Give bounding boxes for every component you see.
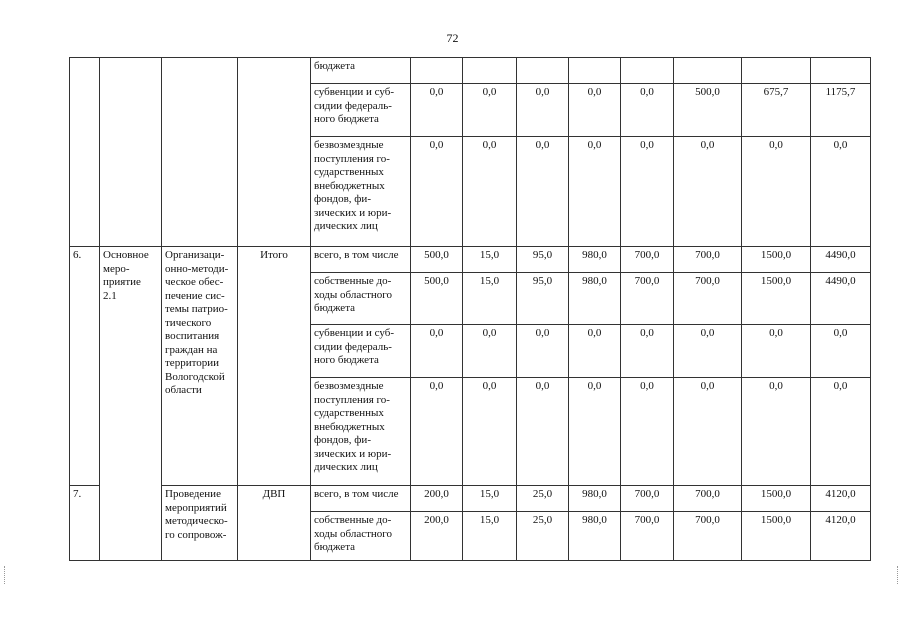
scan-mark — [897, 566, 901, 584]
value-cell: 0,0 — [411, 378, 463, 486]
value-cell: 500,0 — [411, 273, 463, 325]
value-cell — [674, 58, 742, 84]
status-cell: Основное меро- приятие 2.1 — [100, 247, 162, 561]
value-cell: 500,0 — [411, 247, 463, 273]
value-cell: 700,0 — [674, 273, 742, 325]
value-cell — [411, 58, 463, 84]
value-cell — [742, 58, 811, 84]
value-cell: 0,0 — [621, 325, 674, 378]
value-cell: 0,0 — [569, 378, 621, 486]
value-cell: 700,0 — [621, 247, 674, 273]
value-cell: 0,0 — [674, 137, 742, 247]
source-cell: всего, в том числе — [311, 247, 411, 273]
value-cell: 675,7 — [742, 84, 811, 137]
value-cell: 15,0 — [463, 512, 517, 561]
value-cell: 0,0 — [811, 325, 871, 378]
value-cell: 0,0 — [621, 137, 674, 247]
scan-mark — [4, 566, 8, 584]
value-cell: 700,0 — [674, 512, 742, 561]
value-cell — [517, 58, 569, 84]
value-cell: 1500,0 — [742, 273, 811, 325]
value-cell: 0,0 — [621, 84, 674, 137]
value-cell: 95,0 — [517, 273, 569, 325]
value-cell: 0,0 — [569, 84, 621, 137]
value-cell: 500,0 — [674, 84, 742, 137]
value-cell: 700,0 — [621, 512, 674, 561]
value-cell: 15,0 — [463, 247, 517, 273]
value-cell: 0,0 — [411, 84, 463, 137]
value-cell: 0,0 — [517, 137, 569, 247]
value-cell: 700,0 — [621, 486, 674, 512]
value-cell: 0,0 — [742, 137, 811, 247]
value-cell: 0,0 — [569, 325, 621, 378]
value-cell — [463, 58, 517, 84]
value-cell — [621, 58, 674, 84]
source-cell: субвенции и суб- сидии федераль- ного бюджета — [311, 325, 411, 378]
source-cell: бюджета — [311, 58, 411, 84]
table-row — [70, 58, 871, 84]
value-cell: 1500,0 — [742, 486, 811, 512]
table-row — [70, 486, 871, 512]
budget-table — [69, 57, 871, 561]
source-cell: всего, в том числе — [311, 486, 411, 512]
value-cell: 0,0 — [517, 84, 569, 137]
value-cell: 200,0 — [411, 486, 463, 512]
value-cell: 0,0 — [621, 378, 674, 486]
table-row — [70, 247, 871, 273]
value-cell: 15,0 — [463, 486, 517, 512]
value-cell: 4490,0 — [811, 247, 871, 273]
source-cell: собственные до- ходы областного бюджета — [311, 273, 411, 325]
value-cell: 0,0 — [411, 325, 463, 378]
value-cell: 4120,0 — [811, 512, 871, 561]
value-cell: 700,0 — [621, 273, 674, 325]
value-cell: 700,0 — [674, 486, 742, 512]
resp-cell — [238, 58, 311, 247]
value-cell: 0,0 — [517, 378, 569, 486]
status-cell — [100, 58, 162, 247]
page-number: 72 — [446, 31, 459, 45]
num-cell: 7. — [70, 486, 100, 561]
value-cell: 980,0 — [569, 273, 621, 325]
source-cell: собственные до- ходы областного бюджета — [311, 512, 411, 561]
value-cell: 0,0 — [411, 137, 463, 247]
resp-cell: Итого — [238, 247, 311, 486]
value-cell: 700,0 — [674, 247, 742, 273]
value-cell: 25,0 — [517, 486, 569, 512]
value-cell — [811, 58, 871, 84]
value-cell: 980,0 — [569, 512, 621, 561]
value-cell: 1175,7 — [811, 84, 871, 137]
source-cell: безвозмездные поступления го- сударственных внебюджетных фондов, фи- зических и юри- дических лиц — [311, 378, 411, 486]
value-cell: 0,0 — [742, 378, 811, 486]
value-cell: 15,0 — [463, 273, 517, 325]
name-cell — [162, 58, 238, 247]
source-cell: субвенции и суб- сидии федераль- ного бюджета — [311, 84, 411, 137]
value-cell: 0,0 — [811, 137, 871, 247]
value-cell: 0,0 — [463, 378, 517, 486]
value-cell: 0,0 — [463, 84, 517, 137]
value-cell: 1500,0 — [742, 512, 811, 561]
num-cell: 6. — [70, 247, 100, 486]
value-cell — [569, 58, 621, 84]
value-cell: 0,0 — [742, 325, 811, 378]
name-cell: Организаци- онно-методи- ческое обес- печение сис- темы патрио- тического воспитания граждан на территории Вологодской области — [162, 247, 238, 486]
value-cell: 980,0 — [569, 486, 621, 512]
value-cell: 0,0 — [569, 137, 621, 247]
value-cell: 95,0 — [517, 247, 569, 273]
value-cell: 980,0 — [569, 247, 621, 273]
value-cell: 25,0 — [517, 512, 569, 561]
value-cell: 0,0 — [463, 137, 517, 247]
value-cell: 200,0 — [411, 512, 463, 561]
value-cell: 0,0 — [463, 325, 517, 378]
value-cell: 0,0 — [674, 325, 742, 378]
value-cell: 4120,0 — [811, 486, 871, 512]
source-cell: безвозмездные поступления го- сударственных внебюджетных фондов, фи- зических и юри- дических лиц — [311, 137, 411, 247]
value-cell: 0,0 — [811, 378, 871, 486]
resp-cell: ДВП — [238, 486, 311, 561]
name-cell: Проведение мероприятий методическо- го сопровож- — [162, 486, 238, 561]
value-cell: 0,0 — [674, 378, 742, 486]
value-cell: 4490,0 — [811, 273, 871, 325]
value-cell: 1500,0 — [742, 247, 811, 273]
value-cell: 0,0 — [517, 325, 569, 378]
num-cell — [70, 58, 100, 247]
